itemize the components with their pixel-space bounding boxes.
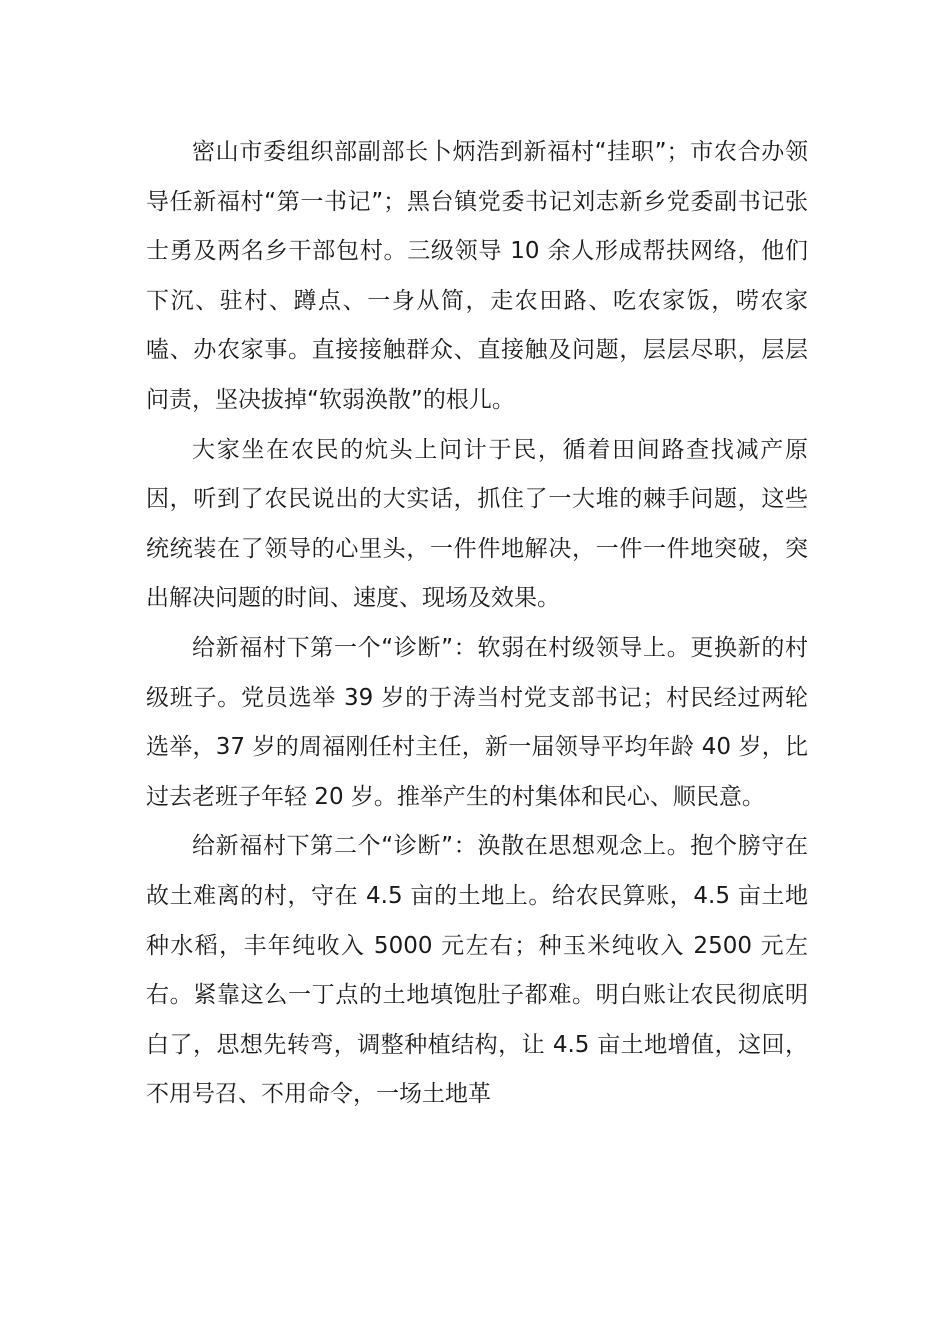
paragraph-2: 大家坐在农民的炕头上问计于民，循着田间路查找减产原因，听到了农民说出的大实话，抓住了一大堆的棘手问题，这些统统装在了领导的心里头，一件件地解决，一件一件地突破，突出解决问题的时间、速度、现场及效果。 [146, 436, 808, 612]
paragraph-3: 给新福村下第一个“诊断”：软弱在村级领导上。更换新的村级班子。党员选举 39 岁的于涛当村党支部书记；村民经过两轮选举，37 岁的周福刚任村主任，新一届领导平均年龄 40 岁，比过去老班子年轻 20 岁。推举产生的村集体和民心、顺民意。 [146, 634, 808, 810]
paragraph-1: 密山市委组织部副部长卜炳浩到新福村“挂职”；市农合办领导任新福村“第一书记”；黑台镇党委书记刘志新乡党委副书记张士勇及两名乡干部包村。三级领导 10 余人形成帮扶网络，他们下沉、驻村、蹲点、一身从简，走农田路、吃农家饭，唠农家嗑、办农家事。直接接触群众、直接触及问题，层层尽职，层层问责，坚决拔掉“软弱涣散”的根儿。 [146, 139, 808, 413]
document-body [146, 128, 808, 1120]
paragraph-4: 给新福村下第二个“诊断”：涣散在思想观念上。抱个膀守在故土难离的村，守在 4.5 亩的土地上。给农民算账，4.5 亩土地种水稻，丰年纯收入 5000 元左右；种玉米纯收入 2500 元左右。紧靠这么一丁点的土地填饱肚子都难。明白账让农民彻底明白了，思想先转弯，调整种植结构，让 4.5 亩土地增值，这回，不用号召、不用命令，一场土地革 [146, 833, 808, 1108]
